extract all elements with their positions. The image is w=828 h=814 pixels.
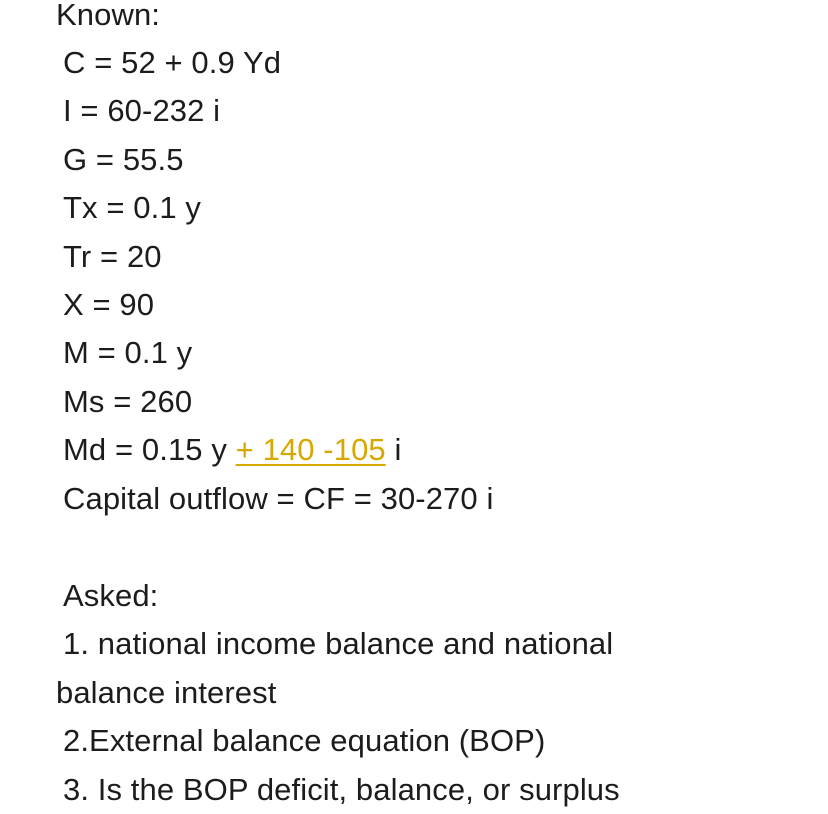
equation-transfer: Tr = 20 — [63, 239, 162, 274]
asked-heading: Asked: — [63, 578, 159, 613]
money-demand-highlight: + 140 -105 — [235, 432, 386, 467]
question-3: 3. Is the BOP deficit, balance, or surplus — [63, 772, 620, 807]
known-heading: Known: — [56, 0, 160, 32]
equation-exports: X = 90 — [63, 287, 155, 322]
equation-capital-outflow: Capital outflow = CF = 30-270 i — [63, 481, 494, 516]
equation-government: G = 55.5 — [63, 142, 184, 177]
question-1-line-2: balance interest — [56, 675, 277, 710]
equation-tax: Tx = 0.1 y — [63, 190, 201, 225]
equation-money-supply: Ms = 260 — [63, 384, 193, 419]
equation-money-demand — [63, 430, 401, 470]
question-2: 2.External balance equation (BOP) — [63, 723, 546, 758]
money-demand-suffix: i — [385, 432, 402, 467]
equation-consumption: C = 52 + 0.9 Yd — [63, 45, 282, 80]
equation-imports: M = 0.1 y — [63, 335, 193, 370]
money-demand-prefix: Md = 0.15 y — [63, 432, 236, 467]
question-1-line-1: 1. national income balance and national — [63, 626, 614, 661]
equation-investment: I = 60-232 i — [63, 93, 221, 128]
